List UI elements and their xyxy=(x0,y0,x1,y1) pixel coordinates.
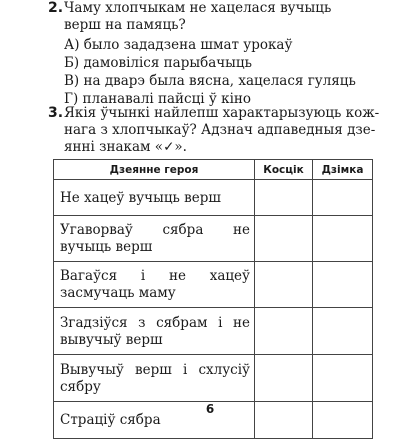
task-3-question-line-1: Якія ўчынкі найлепш характарызуюць кож- xyxy=(64,105,380,121)
action-cell: Згадзіўся з сябрам і не вывучыў верш xyxy=(54,308,255,355)
task-2-question-text: Чаму хлопчыкам не хацелася вучыць верш на памяць? xyxy=(64,0,332,33)
table-row xyxy=(54,308,373,355)
task-2-number: 2. xyxy=(48,0,64,16)
page-number: 6 xyxy=(205,402,215,416)
action-cell: Страціў сябра xyxy=(54,402,255,439)
task-2 xyxy=(48,0,364,108)
kostsik-check-cell[interactable] xyxy=(255,355,313,402)
header-action: Дзеянне героя xyxy=(54,160,255,180)
header-kostsik: Косцік xyxy=(255,160,313,180)
dzimka-check-cell[interactable] xyxy=(313,216,373,262)
table-row xyxy=(54,180,373,216)
table-row xyxy=(54,262,373,308)
dzimka-check-cell[interactable] xyxy=(313,180,373,216)
action-cell: Вагаўся і не хацеў засмучаць маму xyxy=(54,262,255,308)
answers-table xyxy=(53,159,373,439)
table-row xyxy=(54,216,373,262)
kostsik-check-cell[interactable] xyxy=(255,262,313,308)
task-3 xyxy=(48,105,380,156)
action-cell: Вывучыў верш і схлусіў сябру xyxy=(54,355,255,402)
task-2-options xyxy=(64,36,364,108)
table-row xyxy=(54,355,373,402)
task-2-option-b[interactable]: Б) дамовіліся парыбачыць xyxy=(64,55,252,71)
task-3-number: 3. xyxy=(48,105,64,121)
action-cell: Угаворваў сябра не вучыць верш xyxy=(54,216,255,262)
task-3-question-line-2: нага з хлопчыкаў? Адзнач адпаведныя дзе- xyxy=(64,122,376,138)
answers-table-header-row xyxy=(54,160,373,180)
action-cell: Не хацеў вучыць верш xyxy=(54,180,255,216)
kostsik-check-cell[interactable] xyxy=(255,216,313,262)
task-2-option-c[interactable]: В) на дварэ была вясна, хацелася гуляць xyxy=(64,73,356,89)
task-3-question-line-3: янні знакам «✓». xyxy=(64,139,187,155)
task-2-option-d[interactable]: Г) планавалі пайсці ў кіно xyxy=(64,91,252,107)
dzimka-check-cell[interactable] xyxy=(313,262,373,308)
dzimka-check-cell[interactable] xyxy=(313,308,373,355)
dzimka-check-cell[interactable] xyxy=(313,355,373,402)
task-2-option-a[interactable]: А) было зададзена шмат урокаў xyxy=(64,37,293,53)
task-2-question xyxy=(64,0,364,34)
kostsik-check-cell[interactable] xyxy=(255,308,313,355)
kostsik-check-cell[interactable] xyxy=(255,180,313,216)
header-dzimka: Дзімка xyxy=(313,160,373,180)
